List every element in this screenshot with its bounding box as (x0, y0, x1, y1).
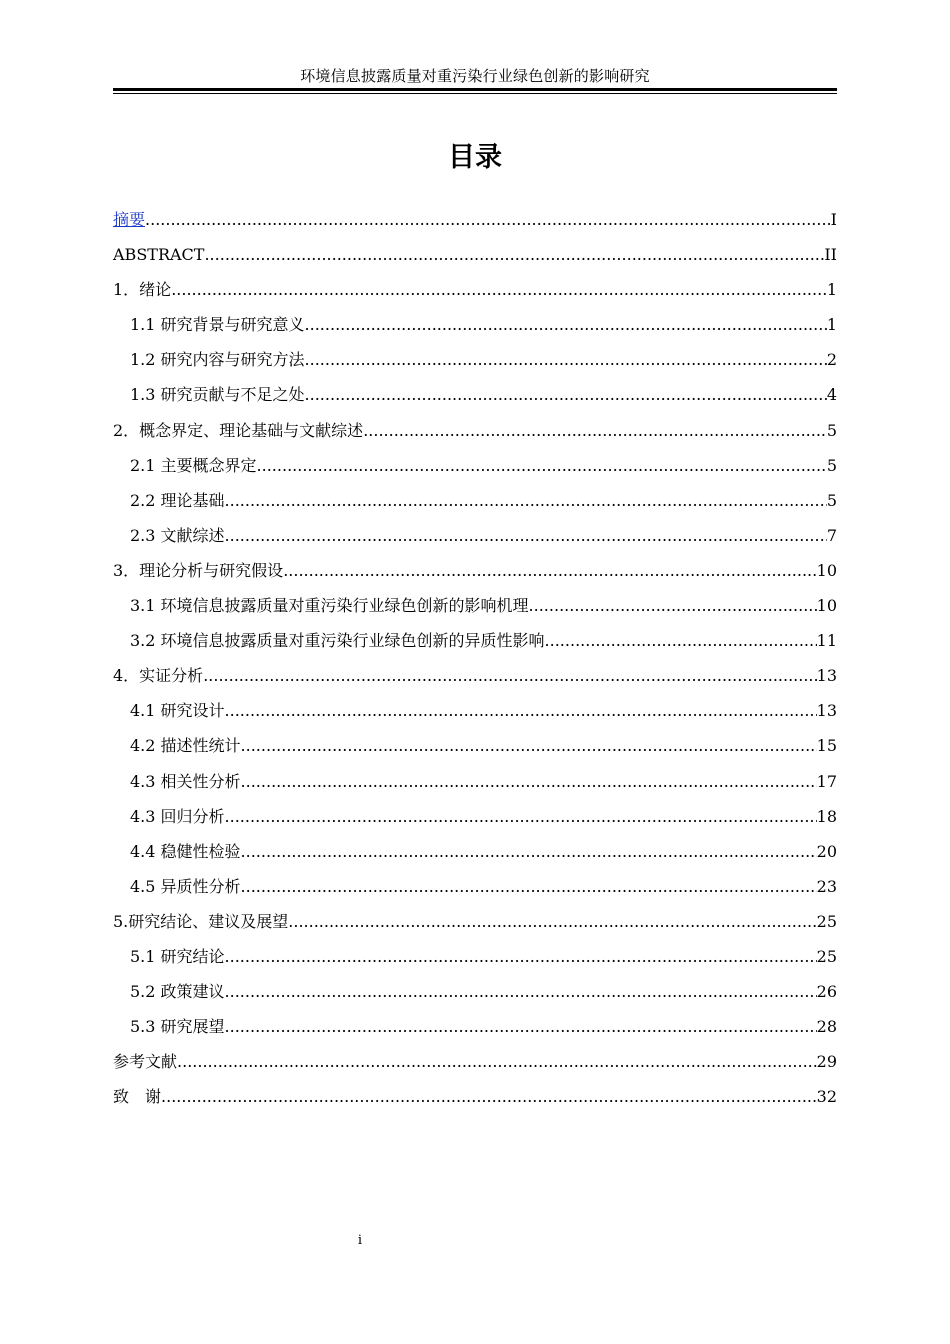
toc-dot-leader (145, 202, 831, 237)
toc-dot-leader (305, 307, 827, 342)
toc-entry-page: II (824, 245, 837, 265)
toc-entry[interactable] (113, 834, 837, 869)
toc-entry[interactable] (113, 1079, 837, 1114)
toc-dot-leader (288, 904, 816, 939)
toc-entry-link[interactable]: 摘要 (113, 210, 146, 229)
toc-dot-leader (241, 764, 817, 799)
toc-entry[interactable] (113, 1044, 837, 1079)
toc-dot-leader (241, 728, 817, 763)
toc-entry-page: 25 (816, 911, 837, 931)
toc-entry[interactable] (113, 764, 837, 799)
toc-entry[interactable] (113, 939, 837, 974)
toc-dot-leader (203, 658, 816, 693)
toc-entry-label: 3．理论分析与研究假设 (113, 560, 284, 580)
toc-entry[interactable] (113, 483, 837, 518)
toc-entry[interactable] (113, 658, 837, 693)
toc-entry-page: 5 (826, 420, 837, 440)
toc-entry-label: 4.5 异质性分析 (130, 876, 241, 896)
toc-title: 目录 (448, 142, 502, 173)
toc-dot-leader (363, 413, 827, 448)
toc-entry-label: 1.1 研究背景与研究意义 (130, 315, 305, 335)
toc-entry-page: 1 (826, 315, 837, 335)
toc-entry-page: 25 (816, 946, 837, 966)
toc-entry-page: 15 (816, 736, 837, 756)
toc-entry[interactable] (113, 272, 837, 307)
toc-entry[interactable] (113, 728, 837, 763)
toc-entry-page: 23 (816, 876, 837, 896)
toc-entry[interactable] (113, 799, 837, 834)
toc-entry-label: 4.3 回归分析 (130, 806, 225, 826)
toc-entry-label: 4．实证分析 (113, 666, 204, 686)
toc-dot-leader (305, 377, 827, 412)
toc-entry-label: 4.1 研究设计 (130, 701, 225, 721)
toc-entry-page: 5 (826, 490, 837, 510)
toc-entry-page: 2 (826, 350, 837, 370)
toc-entry[interactable] (113, 588, 837, 623)
toc-entry-page: 18 (816, 806, 837, 826)
toc-entry-label: 4.3 相关性分析 (130, 771, 241, 791)
table-of-contents (113, 202, 837, 1114)
toc-dot-leader (225, 693, 817, 728)
toc-entry[interactable] (113, 237, 837, 272)
toc-entry-label: 4.4 稳健性检验 (130, 841, 241, 861)
toc-entry-page: 17 (816, 771, 837, 791)
toc-dot-leader (225, 518, 827, 553)
toc-entry-label: 致 谢 (113, 1087, 162, 1107)
toc-entry-label: 2.1 主要概念界定 (130, 455, 257, 475)
toc-entry-label: 2.2 理论基础 (130, 490, 225, 510)
toc-dot-leader (283, 553, 816, 588)
toc-entry-page: 4 (826, 385, 837, 405)
toc-entry-page: 10 (816, 560, 837, 580)
toc-dot-leader (204, 237, 824, 272)
toc-dot-leader (241, 869, 817, 904)
toc-entry-label: 2．概念界定、理论基础与文献综述 (113, 420, 364, 440)
toc-entry[interactable] (113, 518, 837, 553)
toc-dot-leader (225, 974, 817, 1009)
toc-entry-label: 5.3 研究展望 (130, 1017, 225, 1037)
toc-entry[interactable] (113, 202, 837, 237)
toc-dot-leader (241, 834, 817, 869)
toc-entry[interactable] (113, 974, 837, 1009)
toc-entry-label: 5.研究结论、建议及展望 (113, 911, 289, 931)
toc-entry[interactable] (113, 553, 837, 588)
toc-dot-leader (177, 1044, 817, 1079)
toc-entry-page: 1 (826, 280, 837, 300)
toc-entry-page: 7 (826, 525, 837, 545)
toc-entry[interactable] (113, 693, 837, 728)
toc-entry[interactable] (113, 413, 837, 448)
toc-entry-page: 5 (826, 455, 837, 475)
toc-entry-page: 32 (816, 1087, 837, 1107)
toc-dot-leader (225, 1009, 817, 1044)
toc-dot-leader (225, 939, 817, 974)
toc-entry-label: ABSTRACT (113, 245, 205, 265)
toc-entry[interactable] (113, 904, 837, 939)
toc-entry-label: 2.3 文献综述 (130, 525, 225, 545)
toc-entry-page: 13 (816, 666, 837, 686)
toc-entry-page: 11 (816, 631, 837, 651)
toc-entry-label: 1.3 研究贡献与不足之处 (130, 385, 305, 405)
toc-entry-page: 10 (816, 596, 837, 616)
toc-entry-page: 20 (816, 841, 837, 861)
toc-entry-label: 3.2 环境信息披露质量对重污染行业绿色创新的异质性影响 (130, 631, 545, 651)
toc-dot-leader (305, 342, 827, 377)
toc-entry-page: I (830, 210, 837, 229)
toc-entry-page: 29 (816, 1052, 837, 1072)
toc-dot-leader (225, 799, 817, 834)
toc-entry-label: 3.1 环境信息披露质量对重污染行业绿色创新的影响机理 (130, 596, 529, 616)
toc-entry-page: 28 (816, 1017, 837, 1037)
toc-entry-label: 4.2 描述性统计 (130, 736, 241, 756)
running-header: 环境信息披露质量对重污染行业绿色创新的影响研究 (300, 67, 650, 85)
toc-dot-leader (225, 483, 827, 518)
toc-entry-label: 5.1 研究结论 (130, 946, 225, 966)
toc-entry[interactable] (113, 307, 837, 342)
toc-dot-leader (545, 623, 817, 658)
toc-entry[interactable] (113, 1009, 837, 1044)
toc-entry[interactable] (113, 869, 837, 904)
header-rule-thin (113, 93, 837, 94)
toc-entry[interactable] (113, 448, 837, 483)
toc-entry-label: 参考文献 (113, 1052, 178, 1072)
toc-entry[interactable] (113, 623, 837, 658)
toc-entry-page: 13 (816, 701, 837, 721)
toc-entry-page: 26 (816, 982, 837, 1002)
toc-dot-leader (171, 272, 827, 307)
toc-dot-leader (257, 448, 827, 483)
toc-entry-label: 1.2 研究内容与研究方法 (130, 350, 305, 370)
toc-dot-leader (161, 1079, 817, 1114)
toc-entry-label: 5.2 政策建议 (130, 982, 225, 1002)
toc-entry-label: 1．绪论 (113, 280, 172, 300)
toc-entry[interactable] (113, 342, 837, 377)
toc-entry[interactable] (113, 377, 837, 412)
header-rule-thick (113, 88, 837, 91)
page-number: i (357, 1233, 363, 1248)
toc-dot-leader (529, 588, 817, 623)
